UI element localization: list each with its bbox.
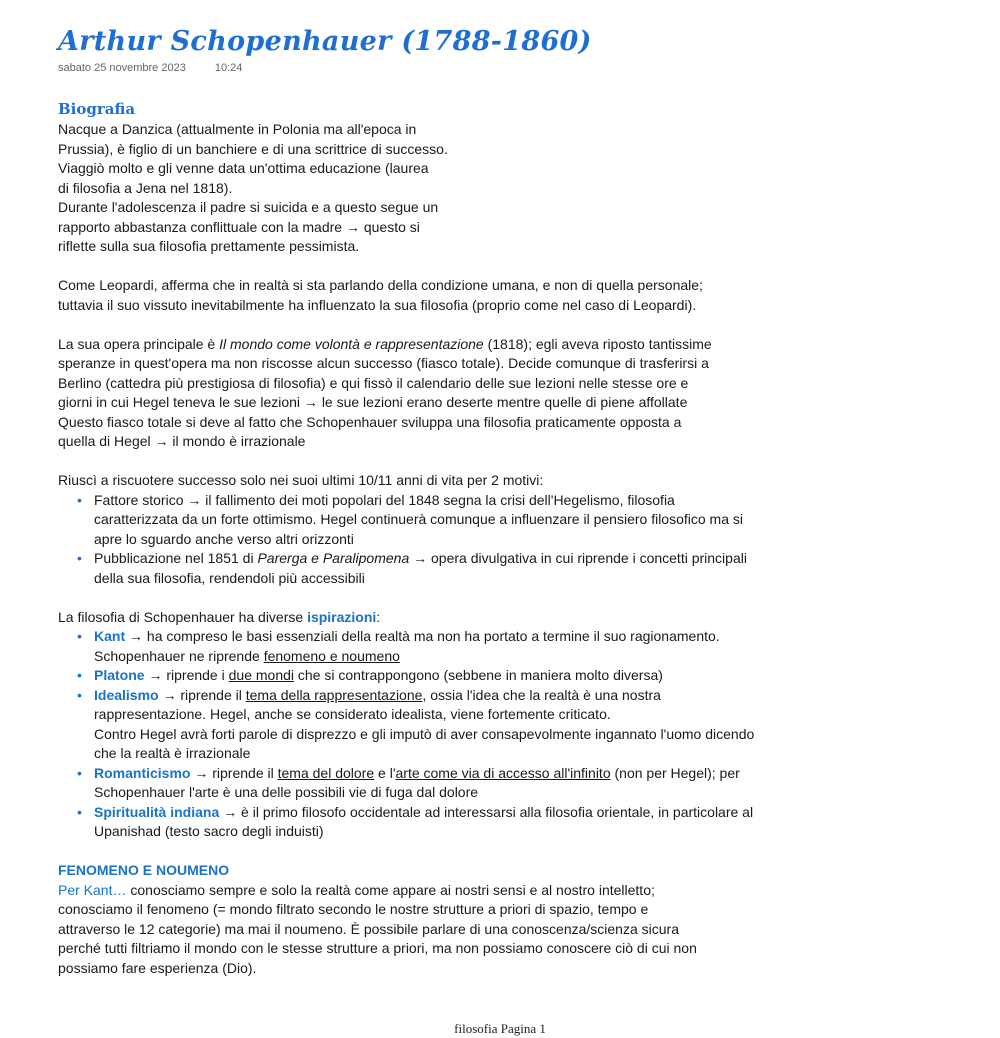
underlined-text: tema del dolore <box>277 764 375 781</box>
text-run: conosciamo sempre e solo la realtà come appare ai nostri sensi e al nostro intelletto; <box>126 881 655 898</box>
lead-text: Per Kant… <box>58 881 127 898</box>
biografia-paragraph <box>58 120 468 257</box>
text-line: perché tutti filtriamo il mondo con le stesse strutture a priori, ma non possiamo conoscere ciò di cui non <box>58 940 697 956</box>
page-title: Arthur Schopenhauer (1788-1860) <box>58 26 592 57</box>
ispirazioni-list <box>58 627 758 842</box>
underlined-text: arte come via di accesso all'infinito <box>395 764 611 781</box>
text-line: Riuscì a riscuotere successo solo nei suoi ultimi 10/11 anni di vita per 2 motivi: <box>58 472 544 488</box>
keyword: Spiritualità indiana <box>94 803 220 820</box>
note-meta <box>58 60 758 76</box>
opera-paragraph <box>58 335 758 452</box>
underlined-text: due mondi <box>228 667 295 683</box>
note-time: 10:24 <box>214 62 243 74</box>
text-run: → riprende il <box>158 686 246 703</box>
text-run: La sua opera principale è <box>58 335 220 352</box>
text-line: conosciamo il fenomeno (= mondo filtrato secondo le nostre strutture a priori di spazio, tempo e <box>58 901 649 917</box>
heading-fenomeno-noumeno: FENOMENO E NOUMENO <box>58 862 230 878</box>
text-run: → riprende i <box>144 667 229 683</box>
keyword: Idealismo <box>94 686 159 703</box>
text-line: Berlino (cattedra più prestigiosa di filosofia) e qui fissò il calendario delle sue lezioni nelle stesse ore e <box>58 374 689 391</box>
note-date: sabato 25 novembre 2023 <box>58 62 186 74</box>
keyword: Platone <box>94 667 145 683</box>
text-run: La filosofia di Schopenhauer ha diverse <box>58 608 308 625</box>
text-line: Durante l'adolescenza il padre si suicida e a questo segue un <box>58 199 439 215</box>
text-line: tuttavia il suo vissuto inevitabilmente ha influenzato la sua filosofia (proprio come nel caso di Leopardi). <box>58 296 697 313</box>
list-item <box>94 549 758 588</box>
text-line: possiamo fare esperienza (Dio). <box>58 959 257 976</box>
successo-section <box>58 471 758 588</box>
page-footer: filosofia Pagina 1 <box>454 1021 546 1036</box>
text-run: : <box>376 608 381 625</box>
motivi-list <box>58 491 758 589</box>
text-line: attraverso le 12 categorie) ma mai il noumeno. È possibile parlare di una conoscenza/scienza sicura <box>58 920 679 937</box>
text-line: Questo fiasco totale si deve al fatto che Schopenhauer sviluppa una filosofia praticamente opposta a <box>58 413 682 430</box>
text-run: (1818); egli aveva riposto tantissime <box>483 335 712 352</box>
keyword: Kant <box>94 628 126 644</box>
text-run: → ha compreso le basi essenziali della realtà ma non ha portato a termine il suo ragionamento. Schopenhauer ne riprende <box>94 628 720 664</box>
list-item-platone <box>94 666 758 686</box>
text-run: e l' <box>374 764 396 781</box>
text-line: riflette sulla sua filosofia prettamente pessimista. <box>58 238 360 254</box>
leopardi-paragraph <box>58 276 758 315</box>
list-item-kant <box>94 627 758 666</box>
text-line <box>58 608 758 628</box>
text-line: giorni in cui Hegel teneva le sue lezioni → le sue lezioni erano deserte mentre quelle di piene affollate <box>58 394 688 410</box>
text-run: che si contrappongono (sebbene in maniera molto diversa) <box>294 667 663 683</box>
text-line <box>58 881 758 901</box>
book-title: Parerga e Paralipomena <box>257 550 410 566</box>
text-run: → è il primo filosofo occidentale ad interessarsi alla filosofia orientale, in particolare al Upanishad (testo sacro degli induisti) <box>94 803 754 839</box>
text-run: → riprende il <box>190 764 278 781</box>
keyword: ispirazioni <box>307 608 377 625</box>
text-run: → opera divulgativa in cui riprende i concetti principali della sua filosofia, rendendoli più accessibili <box>94 550 747 586</box>
text-line: speranze in quest'opera ma non riscosse alcun successo (fiasco totale). Decide comunque di trasferirsi a <box>58 355 709 371</box>
list-item-spiritualita <box>94 803 758 842</box>
text-line: Viaggiò molto e gli venne data un'ottima educazione (laurea <box>58 160 429 176</box>
text-run: , ossia l'idea che la realtà è una nostra rappresentazione. Hegel, anche se considerato idealista, viene fortemente criticato. <box>94 686 661 722</box>
text-line: rapporto abbastanza conflittuale con la madre → questo si <box>58 218 420 235</box>
text-line: Come Leopardi, afferma che in realtà si sta parlando della condizione umana, e non di quella personale; <box>58 277 703 293</box>
text-line: Nacque a Danzica (attualmente in Polonia ma all'epoca in <box>58 121 417 137</box>
heading-biografia: Biografia <box>58 100 136 118</box>
text-run: Pubblicazione nel 1851 di <box>94 550 258 566</box>
text-run: Contro Hegel avrà forti parole di disprezzo e gli imputò di aver consapevolmente ingannato l'uomo dicendo che la realtà è irrazionale <box>94 725 755 761</box>
ispirazioni-section <box>58 608 758 842</box>
text-run: (non per Hegel); per Schopenhauer l'arte è una delle possibili vie di fuga dal dolore <box>94 764 740 800</box>
keyword: Romanticismo <box>94 764 191 781</box>
text-line: di filosofia a Jena nel 1818). <box>58 179 233 196</box>
underlined-text: tema della rappresentazione <box>245 686 423 703</box>
list-item-romanticismo <box>94 764 758 803</box>
text-line: Prussia), è figlio di un banchiere e di una scrittrice di successo. <box>58 140 448 157</box>
fenomeno-paragraph <box>58 881 758 979</box>
underlined-text: fenomeno e noumeno <box>263 647 400 664</box>
text-line: quella di Hegel → il mondo è irrazionale <box>58 433 306 449</box>
list-item: • Fattore storico → il fallimento dei moti popolari del 1848 segna la crisi dell'Hegelismo, filosofia caratterizzata da un forte ottimismo. Hegel continuerà comunque a influenzare il pensiero filosofico ma si apre lo sguardo anche verso altri orizzonti <box>94 491 758 550</box>
book-title: Il mondo come volontà e rappresentazione <box>219 335 484 352</box>
note-page <box>58 24 758 978</box>
list-item-idealismo <box>94 686 758 764</box>
text-line <box>58 335 758 355</box>
